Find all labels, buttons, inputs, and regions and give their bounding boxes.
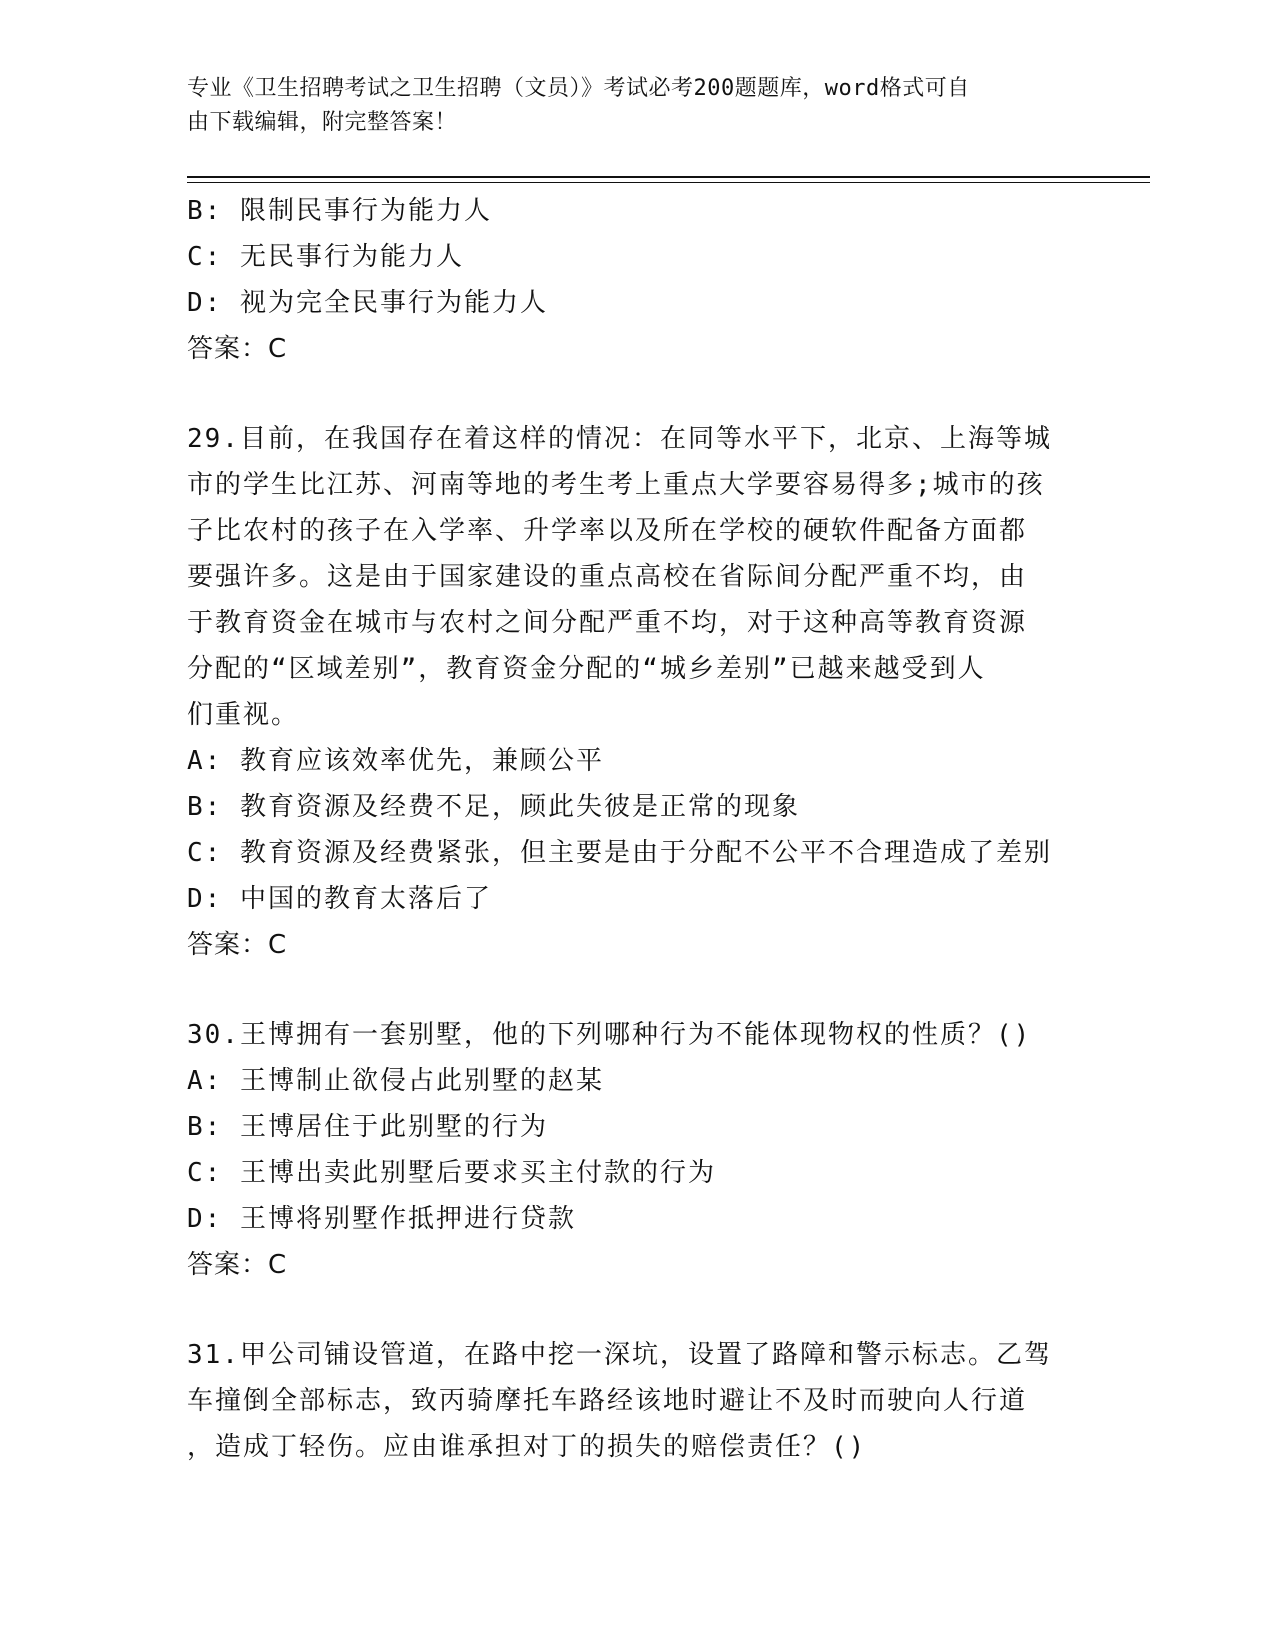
option-c: C: 无民事行为能力人 bbox=[187, 242, 464, 272]
question-stem-line: ，造成丁轻伤。应由谁承担对丁的损失的赔偿责任？() bbox=[187, 1432, 867, 1462]
question-30 bbox=[187, 1012, 1067, 1288]
question-stem-line: 车撞倒全部标志，致丙骑摩托车路经该地时避让不及时而驶向人行道 bbox=[187, 1386, 1028, 1416]
question-stem-line: 于教育资金在城市与农村之间分配严重不均，对于这种高等教育资源 bbox=[187, 608, 1028, 638]
spacer bbox=[187, 372, 1067, 416]
question-stem-line: 市的学生比江苏、河南等地的考生考上重点大学要容易得多;城市的孩 bbox=[187, 470, 1045, 500]
option-b: B: 教育资源及经费不足，顾此失彼是正常的现象 bbox=[187, 792, 800, 822]
answer-line: 答案：C bbox=[187, 334, 288, 364]
option-c: C: 教育资源及经费紧张，但主要是由于分配不公平不合理造成了差别 bbox=[187, 838, 1052, 868]
question-stem-line: 30.王博拥有一套别墅，他的下列哪种行为不能体现物权的性质？() bbox=[187, 1020, 1032, 1050]
option-b: B: 王博居住于此别墅的行为 bbox=[187, 1112, 548, 1142]
question-stem-line: 要强许多。这是由于国家建设的重点高校在省际间分配严重不均，由 bbox=[187, 562, 1028, 592]
option-d: D: 王博将别墅作抵押进行贷款 bbox=[187, 1204, 576, 1234]
question-stem-line: 分配的“区域差别”，教育资金分配的“城乡差别”已越来越受到人 bbox=[187, 654, 986, 684]
option-d: D: 视为完全民事行为能力人 bbox=[187, 288, 548, 318]
header-rule-thick bbox=[187, 176, 1150, 178]
question-stem-line: 29.目前，在我国存在着这样的情况：在同等水平下，北京、上海等城 bbox=[187, 424, 1052, 454]
question-31 bbox=[187, 1332, 1067, 1470]
option-b: B: 限制民事行为能力人 bbox=[187, 196, 492, 226]
option-d: D: 中国的教育太落后了 bbox=[187, 884, 492, 914]
question-stem-line: 31.甲公司铺设管道，在路中挖一深坑，设置了路障和警示标志。乙驾 bbox=[187, 1340, 1052, 1370]
option-a: A: 教育应该效率优先，兼顾公平 bbox=[187, 746, 604, 776]
question-stem-line: 们重视。 bbox=[187, 700, 300, 730]
spacer bbox=[187, 1288, 1067, 1332]
header-line-2: 由下载编辑，附完整答案！ bbox=[187, 110, 458, 135]
question-28 bbox=[187, 188, 1067, 372]
option-c: C: 王博出卖此别墅后要求买主付款的行为 bbox=[187, 1158, 716, 1188]
answer-line: 答案：C bbox=[187, 930, 288, 960]
spacer bbox=[187, 968, 1067, 1012]
page-header bbox=[187, 72, 1067, 140]
question-content bbox=[187, 188, 1067, 1470]
question-29 bbox=[187, 416, 1067, 968]
header-rule-thin bbox=[187, 182, 1150, 183]
answer-line: 答案：C bbox=[187, 1250, 288, 1280]
question-stem-line: 子比农村的孩子在入学率、升学率以及所在学校的硬软件配备方面都 bbox=[187, 516, 1028, 546]
option-a: A: 王博制止欲侵占此别墅的赵某 bbox=[187, 1066, 604, 1096]
header-line-1: 专业《卫生招聘考试之卫生招聘（文员）》考试必考200题题库，word格式可自 bbox=[187, 76, 970, 101]
